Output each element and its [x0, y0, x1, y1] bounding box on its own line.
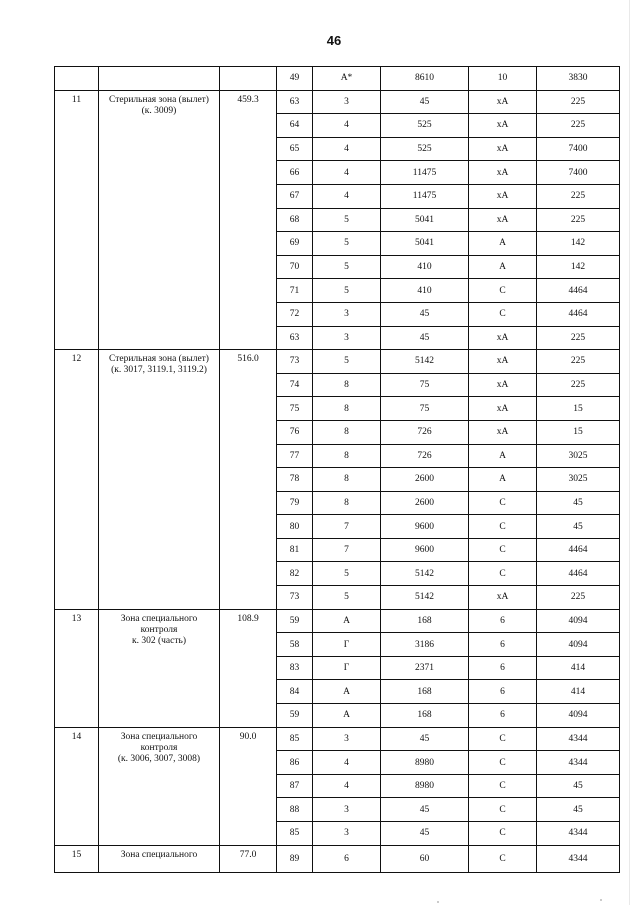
height-cell: 4344	[537, 845, 620, 873]
class-cell: 7	[313, 515, 381, 539]
scan-speck	[437, 901, 439, 903]
class-cell: 3	[313, 822, 381, 846]
type-cell: С	[469, 538, 537, 562]
class-cell: Г	[313, 656, 381, 680]
zone-name-cell	[99, 727, 220, 845]
height-cell: 4464	[537, 538, 620, 562]
point-number-cell: 71	[277, 279, 313, 303]
section-number-cell: 12	[55, 350, 99, 610]
point-number-cell: 66	[277, 161, 313, 185]
point-number-cell: 74	[277, 373, 313, 397]
class-cell: 7	[313, 538, 381, 562]
type-cell: хА	[469, 161, 537, 185]
type-cell: 6	[469, 656, 537, 680]
class-cell: 4	[313, 137, 381, 161]
height-cell: 225	[537, 90, 620, 114]
class-cell: 5	[313, 232, 381, 256]
height-cell: 4094	[537, 609, 620, 633]
point-number-cell: 87	[277, 774, 313, 798]
type-cell: 6	[469, 609, 537, 633]
class-cell: 5	[313, 586, 381, 610]
height-cell: 225	[537, 350, 620, 374]
area-cell: 459.3	[220, 90, 277, 350]
type-cell: А	[469, 444, 537, 468]
height-cell: 225	[537, 326, 620, 350]
class-cell: 8	[313, 468, 381, 492]
value-cell: 9600	[381, 538, 469, 562]
point-number-cell: 63	[277, 326, 313, 350]
type-cell: хА	[469, 350, 537, 374]
type-cell: хА	[469, 420, 537, 444]
point-number-cell: 88	[277, 798, 313, 822]
zone-name-line: Зона специального	[120, 613, 198, 624]
height-cell: 7400	[537, 161, 620, 185]
value-cell: 5041	[381, 232, 469, 256]
point-number-cell: 72	[277, 302, 313, 326]
type-cell: хА	[469, 586, 537, 610]
type-cell: хА	[469, 373, 537, 397]
height-cell: 4094	[537, 633, 620, 657]
type-cell: хА	[469, 90, 537, 114]
value-cell: 2600	[381, 491, 469, 515]
zone-name-cell	[99, 67, 220, 91]
value-cell: 168	[381, 680, 469, 704]
class-cell: 8	[313, 491, 381, 515]
class-cell: 3	[313, 302, 381, 326]
value-cell: 5142	[381, 562, 469, 586]
point-number-cell: 84	[277, 680, 313, 704]
point-number-cell: 85	[277, 822, 313, 846]
point-number-cell: 89	[277, 845, 313, 873]
point-number-cell: 78	[277, 468, 313, 492]
class-cell: 8	[313, 444, 381, 468]
type-cell: 6	[469, 633, 537, 657]
value-cell: 5142	[381, 350, 469, 374]
class-cell: 4	[313, 774, 381, 798]
page-number: 46	[326, 33, 342, 48]
value-cell: 525	[381, 114, 469, 138]
table-row	[55, 845, 620, 873]
point-number-cell: 63	[277, 90, 313, 114]
value-cell: 75	[381, 373, 469, 397]
value-cell: 75	[381, 397, 469, 421]
point-number-cell: 68	[277, 208, 313, 232]
table-body	[55, 67, 620, 873]
point-number-cell: 67	[277, 184, 313, 208]
area-cell: 77.0	[220, 845, 277, 873]
height-cell: 45	[537, 798, 620, 822]
class-cell: 4	[313, 161, 381, 185]
type-cell: С	[469, 798, 537, 822]
height-cell: 225	[537, 373, 620, 397]
height-cell: 3025	[537, 468, 620, 492]
point-number-cell: 69	[277, 232, 313, 256]
height-cell: 4464	[537, 562, 620, 586]
type-cell: А	[469, 232, 537, 256]
class-cell: 3	[313, 798, 381, 822]
height-cell: 45	[537, 491, 620, 515]
type-cell: С	[469, 751, 537, 775]
value-cell: 45	[381, 326, 469, 350]
type-cell: С	[469, 279, 537, 303]
point-number-cell: 79	[277, 491, 313, 515]
type-cell: С	[469, 302, 537, 326]
value-cell: 2600	[381, 468, 469, 492]
class-cell: 5	[313, 208, 381, 232]
zone-name-line: Зона специального	[120, 849, 198, 860]
point-number-cell: 70	[277, 255, 313, 279]
type-cell: хА	[469, 184, 537, 208]
type-cell: хА	[469, 208, 537, 232]
class-cell: 3	[313, 326, 381, 350]
value-cell: 726	[381, 420, 469, 444]
zone-name-line: (к. 3006, 3007, 3008)	[117, 753, 201, 764]
height-cell: 45	[537, 515, 620, 539]
section-number-cell: 11	[55, 90, 99, 350]
value-cell: 5041	[381, 208, 469, 232]
value-cell: 45	[381, 90, 469, 114]
value-cell: 410	[381, 279, 469, 303]
class-cell: 5	[313, 279, 381, 303]
class-cell: 6	[313, 845, 381, 873]
height-cell: 414	[537, 680, 620, 704]
height-cell: 225	[537, 208, 620, 232]
value-cell: 45	[381, 727, 469, 751]
type-cell: С	[469, 491, 537, 515]
class-cell: 4	[313, 751, 381, 775]
point-number-cell: 64	[277, 114, 313, 138]
value-cell: 8980	[381, 751, 469, 775]
type-cell: С	[469, 822, 537, 846]
zone-name-line: (к. 3017, 3119.1, 3119.2)	[111, 365, 207, 376]
zone-name-cell	[99, 350, 220, 610]
value-cell: 168	[381, 704, 469, 728]
zone-name-line: (к. 3009)	[141, 105, 177, 116]
type-cell: С	[469, 727, 537, 751]
zone-name-line: контроля	[140, 742, 178, 753]
section-number-cell: 13	[55, 609, 99, 727]
value-cell: 525	[381, 137, 469, 161]
class-cell: 5	[313, 562, 381, 586]
value-cell: 5142	[381, 586, 469, 610]
value-cell: 410	[381, 255, 469, 279]
point-number-cell: 73	[277, 350, 313, 374]
type-cell: 6	[469, 680, 537, 704]
class-cell: 8	[313, 373, 381, 397]
class-cell: 5	[313, 255, 381, 279]
height-cell: 4094	[537, 704, 620, 728]
height-cell: 4464	[537, 302, 620, 326]
value-cell: 45	[381, 822, 469, 846]
height-cell: 4344	[537, 727, 620, 751]
scan-speck	[600, 899, 602, 901]
height-cell: 45	[537, 774, 620, 798]
point-number-cell: 75	[277, 397, 313, 421]
height-cell: 15	[537, 397, 620, 421]
height-cell: 142	[537, 232, 620, 256]
type-cell: С	[469, 774, 537, 798]
point-number-cell: 58	[277, 633, 313, 657]
zone-name-line: Зона специального	[120, 731, 198, 742]
class-cell: А	[313, 609, 381, 633]
type-cell: хА	[469, 326, 537, 350]
area-cell	[220, 67, 277, 91]
class-cell: 4	[313, 114, 381, 138]
table-row	[55, 727, 620, 751]
class-cell: А	[313, 680, 381, 704]
class-cell: 5	[313, 350, 381, 374]
scan-edge-shadow	[629, 0, 630, 905]
type-cell: С	[469, 845, 537, 873]
table-row	[55, 609, 620, 633]
section-number-cell: 15	[55, 845, 99, 873]
point-number-cell: 82	[277, 562, 313, 586]
height-cell: 3830	[537, 67, 620, 91]
value-cell: 8980	[381, 774, 469, 798]
point-number-cell: 81	[277, 538, 313, 562]
class-cell: 8	[313, 420, 381, 444]
type-cell: С	[469, 515, 537, 539]
area-cell: 108.9	[220, 609, 277, 727]
zone-name-line: Стерильная зона (вылет)	[109, 354, 209, 365]
zone-name-line: Стерильная зона (вылет)	[109, 94, 209, 105]
value-cell: 45	[381, 798, 469, 822]
point-number-cell: 77	[277, 444, 313, 468]
zone-name-cell	[99, 845, 220, 873]
height-cell: 4464	[537, 279, 620, 303]
class-cell: 3	[313, 727, 381, 751]
height-cell: 142	[537, 255, 620, 279]
class-cell: 3	[313, 90, 381, 114]
type-cell: хА	[469, 397, 537, 421]
point-number-cell: 76	[277, 420, 313, 444]
section-number-cell: 14	[55, 727, 99, 845]
type-cell: хА	[469, 137, 537, 161]
area-cell: 516.0	[220, 350, 277, 610]
type-cell: 10	[469, 67, 537, 91]
class-cell: A*	[313, 67, 381, 91]
point-number-cell: 85	[277, 727, 313, 751]
point-number-cell: 73	[277, 586, 313, 610]
value-cell: 2371	[381, 656, 469, 680]
type-cell: А	[469, 468, 537, 492]
type-cell: С	[469, 562, 537, 586]
zone-name-line: к. 302 (часть)	[131, 635, 186, 646]
class-cell: 4	[313, 184, 381, 208]
point-number-cell: 80	[277, 515, 313, 539]
class-cell: 8	[313, 397, 381, 421]
value-cell: 60	[381, 845, 469, 873]
table-row	[55, 90, 620, 114]
point-number-cell: 86	[277, 751, 313, 775]
coordinates-table	[54, 66, 620, 873]
height-cell: 3025	[537, 444, 620, 468]
table-row	[55, 350, 620, 374]
height-cell: 225	[537, 586, 620, 610]
type-cell: А	[469, 255, 537, 279]
value-cell: 726	[381, 444, 469, 468]
value-cell: 3186	[381, 633, 469, 657]
height-cell: 15	[537, 420, 620, 444]
point-number-cell: 83	[277, 656, 313, 680]
point-number-cell: 59	[277, 704, 313, 728]
point-number-cell: 59	[277, 609, 313, 633]
height-cell: 414	[537, 656, 620, 680]
value-cell: 45	[381, 302, 469, 326]
zone-name-cell	[99, 609, 220, 727]
value-cell: 8610	[381, 67, 469, 91]
class-cell: Г	[313, 633, 381, 657]
height-cell: 225	[537, 184, 620, 208]
point-number-cell: 65	[277, 137, 313, 161]
type-cell: хА	[469, 114, 537, 138]
class-cell: А	[313, 704, 381, 728]
area-cell: 90.0	[220, 727, 277, 845]
point-number-cell: 49	[277, 67, 313, 91]
height-cell: 4344	[537, 751, 620, 775]
type-cell: 6	[469, 704, 537, 728]
value-cell: 9600	[381, 515, 469, 539]
height-cell: 225	[537, 114, 620, 138]
value-cell: 11475	[381, 161, 469, 185]
zone-name-line: контроля	[140, 624, 178, 635]
height-cell: 4344	[537, 822, 620, 846]
value-cell: 11475	[381, 184, 469, 208]
zone-name-cell	[99, 90, 220, 350]
height-cell: 7400	[537, 137, 620, 161]
table-row	[55, 67, 620, 91]
value-cell: 168	[381, 609, 469, 633]
section-number-cell	[55, 67, 99, 91]
